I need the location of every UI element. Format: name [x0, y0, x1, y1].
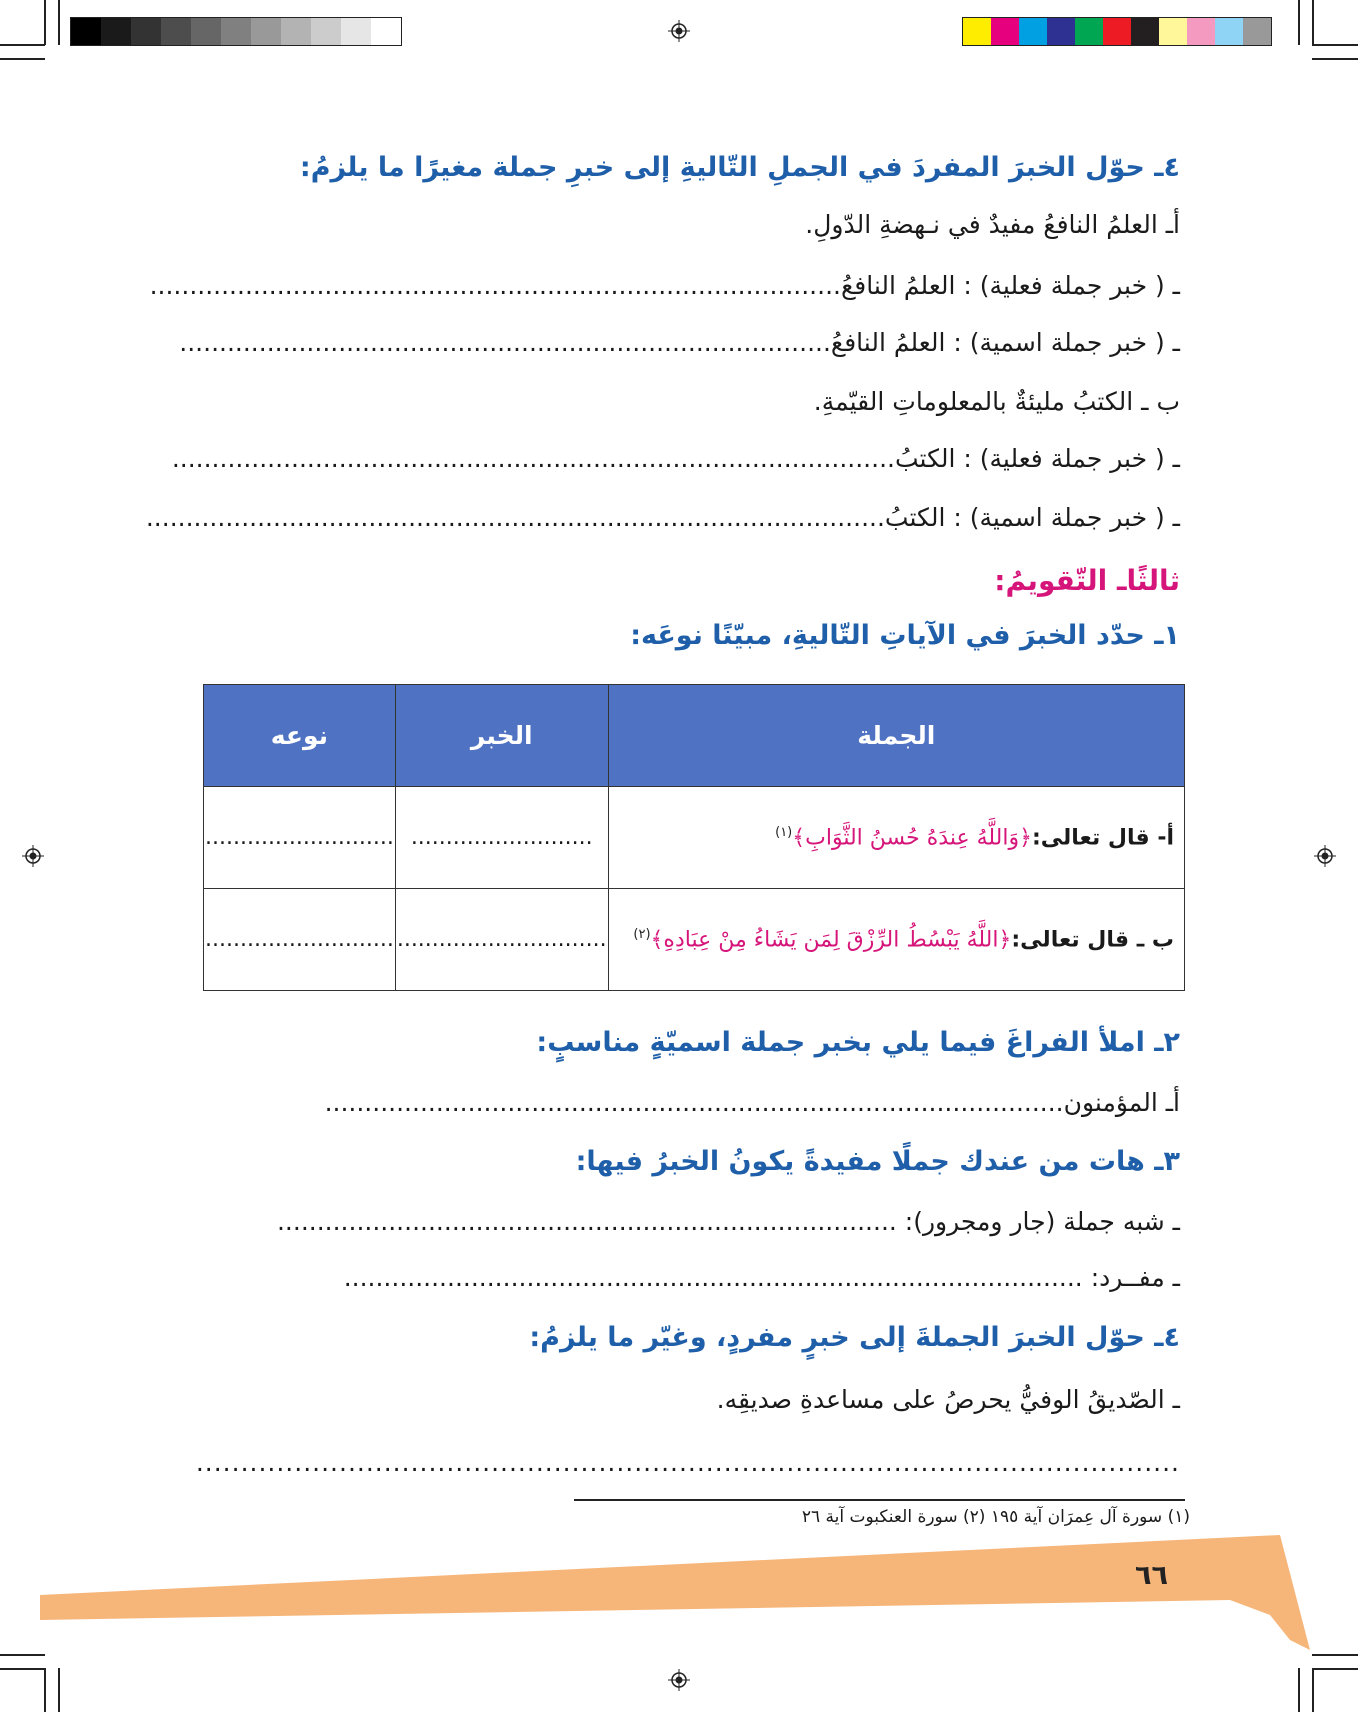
q2-item: أـ المؤمنون.............................................................................................: [324, 1088, 1180, 1117]
type-blank[interactable]: ...........................: [204, 787, 396, 889]
sentence-cell: [608, 889, 1184, 991]
q2-title: ٢ـ املأ الفراغَ فيما يلي بخبر جملة اسميّةٍ مناسبٍ:: [536, 1027, 1180, 1058]
table-row: [204, 787, 1185, 889]
item-b-sentence: ب ـ الكتبُ مليئةٌ بالمعلوماتِ القيّمةِ.: [813, 387, 1180, 416]
page-number: ٦٦: [1135, 1560, 1168, 1591]
q3-title: ٣ـ هات من عندك جملًا مفيدةً يكونُ الخبرُ فيها:: [575, 1146, 1180, 1177]
crop-mark: [44, 0, 46, 45]
crop-mark: [1312, 1668, 1314, 1712]
crop-mark: [58, 0, 60, 45]
crop-mark: [1312, 0, 1314, 45]
crop-mark: [0, 58, 45, 60]
crop-mark: [0, 1668, 45, 1670]
q1-title: ١ـ حدّد الخبرَ في الآياتِ التّاليةِ، مبيّنًا نوعَه:: [630, 620, 1180, 651]
type-blank[interactable]: ...........................: [204, 889, 396, 991]
crop-mark: [0, 44, 45, 46]
item-b-nominal: ـ ( خبر جملة اسمية) : الكتبُ.............................................................................................: [145, 503, 1180, 532]
registration-mark-icon: [22, 845, 44, 867]
q3-item1: ـ شبه جملة (جار ومجرور): ..............................................................................: [276, 1207, 1180, 1236]
quran-verse: ﴿اللَّهُ يَبْسُطُ الرِّزْقَ لِمَن يَشَاءُ مِنْ عِبَادِهِ﴾: [650, 927, 1012, 953]
khabar-blank[interactable]: ..............................: [395, 889, 608, 991]
section4-title: ٤ـ حوّل الخبرَ المفردَ في الجملِ التّاليةِ إلى خبرِ جملة مغيرًا ما يلزمُ:: [299, 152, 1180, 183]
footnote-ref: (٢): [633, 926, 651, 942]
registration-mark-icon: [668, 20, 690, 42]
item-a-verbal: ـ ( خبر جملة فعلية) : العلمُ النافعُ.......................................................................................: [149, 271, 1180, 300]
crop-mark: [1298, 1668, 1300, 1712]
crop-mark: [1298, 0, 1300, 45]
color-calibration-bar: [962, 17, 1272, 46]
header-khabar: الخبر: [395, 685, 608, 787]
khabar-table: [203, 684, 1185, 991]
evaluation-title: ثالثًاـ التّقويمُ:: [994, 564, 1180, 597]
q4-title: ٤ـ حوّل الخبرَ الجملةَ إلى خبرٍ مفردٍ، وغيّر ما يلزمُ:: [529, 1322, 1180, 1353]
crop-mark: [58, 1668, 60, 1712]
header-type: نوعه: [204, 685, 396, 787]
registration-mark-icon: [1314, 845, 1336, 867]
crop-mark: [1312, 58, 1358, 60]
footnotes: (١) سورة آل عِمرَان آية ١٩٥ (٢) سورة العنكبوت آية ٢٦: [801, 1507, 1190, 1527]
crop-mark: [44, 1668, 46, 1712]
item-a-nominal: ـ ( خبر جملة اسمية) : العلمُ النافعُ..................................................................................: [179, 328, 1180, 357]
header-sentence: الجملة: [608, 685, 1184, 787]
q4-answer-line[interactable]: ..............................................................................................................: [195, 1448, 1180, 1477]
footnote-ref: (١): [775, 824, 793, 840]
q3-item2: ـ مفــرد: .............................................................................................: [343, 1263, 1180, 1292]
page-band-decoration: [0, 1525, 1358, 1665]
crop-mark: [1312, 44, 1358, 46]
footnote-rule: [574, 1499, 1185, 1501]
crop-mark: [1312, 1668, 1358, 1670]
item-b-verbal: ـ ( خبر جملة فعلية) : الكتبُ...........................................................................................: [171, 444, 1180, 473]
table-row: [204, 889, 1185, 991]
q4-item: ـ الصّديقُ الوفيُّ يحرصُ على مساعدةِ صديقِه.: [716, 1385, 1180, 1414]
table-header-row: [204, 685, 1185, 787]
item-a-sentence: أـ العلمُ النافعُ مفيدٌ في نـهضةِ الدّولِ.: [805, 210, 1180, 239]
sentence-cell: [608, 787, 1184, 889]
row-prefix: ب ـ قال تعالى:: [1011, 927, 1174, 953]
khabar-blank[interactable]: ..........................: [395, 787, 608, 889]
registration-mark-icon: [668, 1669, 690, 1691]
grayscale-calibration-bar: [70, 17, 402, 46]
quran-verse: ﴿وَاللَّهُ عِندَهُ حُسنُ الثَّوَابِ﴾: [792, 825, 1032, 851]
row-prefix: أ- قال تعالى:: [1031, 825, 1174, 851]
